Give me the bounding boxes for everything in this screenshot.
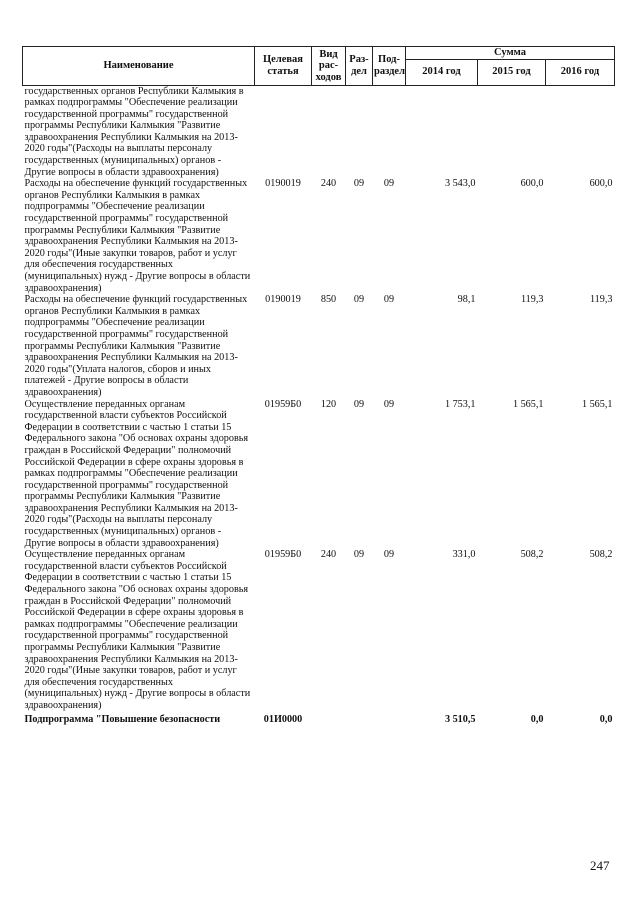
table-row bbox=[23, 294, 615, 398]
table-row bbox=[23, 399, 615, 550]
row-2014: 98,1 bbox=[457, 294, 476, 306]
row-2015: 600,0 bbox=[520, 178, 544, 190]
row-2014: 3 543,0 bbox=[444, 178, 476, 190]
header-sum: Сумма bbox=[406, 47, 615, 60]
row-name: Осуществление переданных органам государственной власти субъектов Российской Федерации в соответствии с частью 1 статьи 15 Федерального закона "Об основах охраны здоровья граждан в Российской Федерации" полномочий Российской Федерации в сфере охраны здоровья в рамках подпрограммы "Обеспечение реализации государственной программы" государственной программы Республики Калмыкия "Развитие здравоохранения Республики Калмыкия на 2013-2020 годы"(Расходы на выплаты персоналу государственных (муниципальных) органов - Другие вопросы в области здравоохранения) bbox=[24, 398, 249, 549]
header-name: Наименование bbox=[23, 47, 255, 86]
row-section bbox=[346, 85, 373, 178]
row-type bbox=[312, 85, 346, 178]
header-subsection: Под- раздел bbox=[373, 47, 406, 86]
table-row bbox=[23, 85, 615, 178]
row-2014 bbox=[406, 85, 478, 178]
budget-table bbox=[22, 46, 615, 725]
row-section: 09 bbox=[353, 294, 365, 306]
row-type: 240 bbox=[320, 178, 337, 190]
table-body bbox=[23, 85, 615, 725]
row-2014: 331,0 bbox=[452, 549, 476, 561]
row-subsection: 09 bbox=[383, 178, 395, 190]
header-target: Целевая статья bbox=[255, 47, 312, 86]
table-header bbox=[23, 47, 615, 86]
row-2015: 508,2 bbox=[520, 549, 544, 561]
row-type: 120 bbox=[320, 398, 337, 410]
row-2016: 119,3 bbox=[589, 294, 613, 306]
row-section: 09 bbox=[353, 398, 365, 410]
row-subsection: 09 bbox=[383, 398, 395, 410]
row-name: Расходы на обеспечение функций государственных органов Республики Калмыкия в рамках подпрограммы "Обеспечение реализации государственной программы" государственной программы Республики Калмыкия "Развитие здравоохранения Республики Калмыкия на 2013-2020 годы"(Иные закупки товаров, работ и услуг для обеспечения государственных (муниципальных) нужд - Другие вопросы в области здравоохранения) bbox=[24, 178, 251, 294]
row-2016: 600,0 bbox=[589, 178, 613, 190]
row-2016: 508,2 bbox=[589, 549, 613, 561]
row-subsection: 09 bbox=[383, 549, 395, 561]
subprogram-2015: 0,0 bbox=[530, 713, 544, 725]
row-section: 09 bbox=[353, 549, 365, 561]
header-section: Раз- дел bbox=[346, 47, 373, 86]
row-2014: 1 753,1 bbox=[444, 398, 476, 410]
row-type: 850 bbox=[320, 294, 337, 306]
row-target: 01959Б0 bbox=[264, 549, 302, 561]
row-section: 09 bbox=[353, 178, 365, 190]
page-number: 247 bbox=[590, 858, 610, 873]
row-target: 0190019 bbox=[265, 178, 301, 190]
row-2016: 1 565,1 bbox=[581, 398, 613, 410]
subprogram-target: 01И0000 bbox=[263, 713, 303, 725]
subprogram-row bbox=[23, 712, 615, 726]
row-name: государственных органов Республики Калмыкия в рамках подпрограммы "Обеспечение реализации государственной программы" государственной программы Республики Калмыкия "Развитие здравоохранения Республики Калмыкия на 2013-2020 годы"(Расходы на выплаты персоналу государственных (муниципальных) органов - Другие вопросы в области здравоохранения) bbox=[24, 85, 244, 178]
row-2015: 119,3 bbox=[520, 294, 544, 306]
row-2015 bbox=[478, 85, 546, 178]
header-2014: 2014 год bbox=[406, 59, 478, 85]
subprogram-2014: 3 510,5 bbox=[444, 713, 476, 725]
header-2015: 2015 год bbox=[478, 59, 546, 85]
row-type: 240 bbox=[320, 549, 337, 561]
table-row bbox=[23, 178, 615, 294]
row-2016 bbox=[546, 85, 615, 178]
row-target: 0190019 bbox=[265, 294, 301, 306]
row-name: Расходы на обеспечение функций государственных органов Республики Калмыкия в рамках подпрограммы "Обеспечение реализации государственной программы" государственной программы Республики Калмыкия "Развитие здравоохранения Республики Калмыкия на 2013-2020 годы"(Уплата налогов, сборов и иных платежей - Другие вопросы в области здравоохранения) bbox=[24, 294, 248, 398]
table-row bbox=[23, 549, 615, 711]
row-target bbox=[255, 85, 312, 178]
header-2016: 2016 год bbox=[546, 59, 615, 85]
subprogram-name: Подпрограмма "Повышение безопасности bbox=[24, 713, 221, 725]
subprogram-2016: 0,0 bbox=[599, 713, 613, 725]
row-subsection: 09 bbox=[383, 294, 395, 306]
header-expense-type: Вид рас- ходов bbox=[312, 47, 346, 86]
row-target: 01959Б0 bbox=[264, 398, 302, 410]
row-name: Осуществление переданных органам государственной власти субъектов Российской Федерации в соответствии с частью 1 статьи 15 Федерального закона "Об основах охраны здоровья граждан в Российской Федерации" полномочий Российской Федерации в сфере охраны здоровья в рамках подпрограммы "Обеспечение реализации государственной программы" государственной программы Республики Калмыкия "Развитие здравоохранения Республики Калмыкия на 2013-2020 годы"(Иные закупки товаров, работ и услуг для обеспечения государственных (муниципальных) нужд - Другие вопросы в области здравоохранения) bbox=[24, 549, 251, 711]
row-subsection bbox=[373, 85, 406, 178]
row-2015: 1 565,1 bbox=[512, 398, 544, 410]
